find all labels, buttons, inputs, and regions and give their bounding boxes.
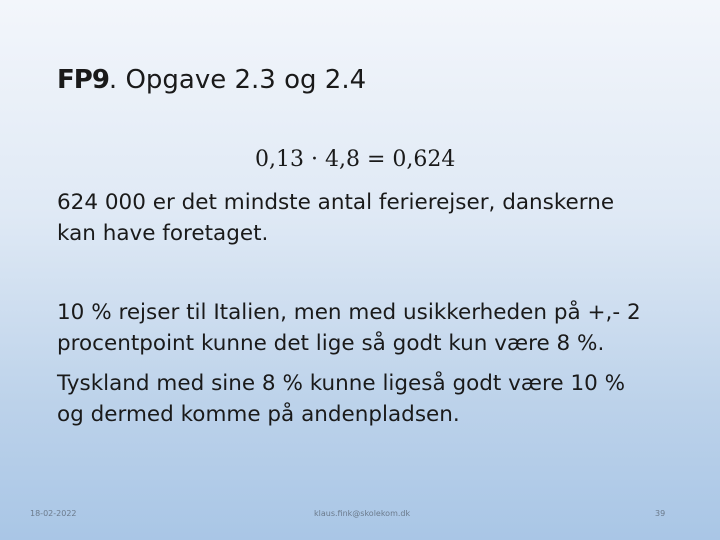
title-rest-part: . Opgave 2.3 og 2.4 [108, 65, 367, 95]
math-formula: 0,13 · 4,8 = 0,624 [255, 147, 456, 172]
slide-title [57, 62, 366, 98]
footer-author: klaus.fink@skolekom.dk [314, 509, 411, 518]
title-bold-part: FP9 [57, 65, 109, 95]
footer-page-number: 39 [655, 509, 666, 518]
paragraph-min-trips: 624 000 er det mindste antal ferierejser, danskerne kan have foretaget. [57, 190, 615, 246]
footer-date: 18-02-2022 [30, 509, 77, 518]
paragraph-germany: Tyskland med sine 8 % kunne ligeså godt være 10 % og dermed komme på andenpladsen. [57, 371, 626, 427]
paragraph-italy: 10 % rejser til Italien, men med usikkerheden på +,- 2 procentpoint kunne det lige så godt kun være 8 %. [57, 300, 641, 356]
